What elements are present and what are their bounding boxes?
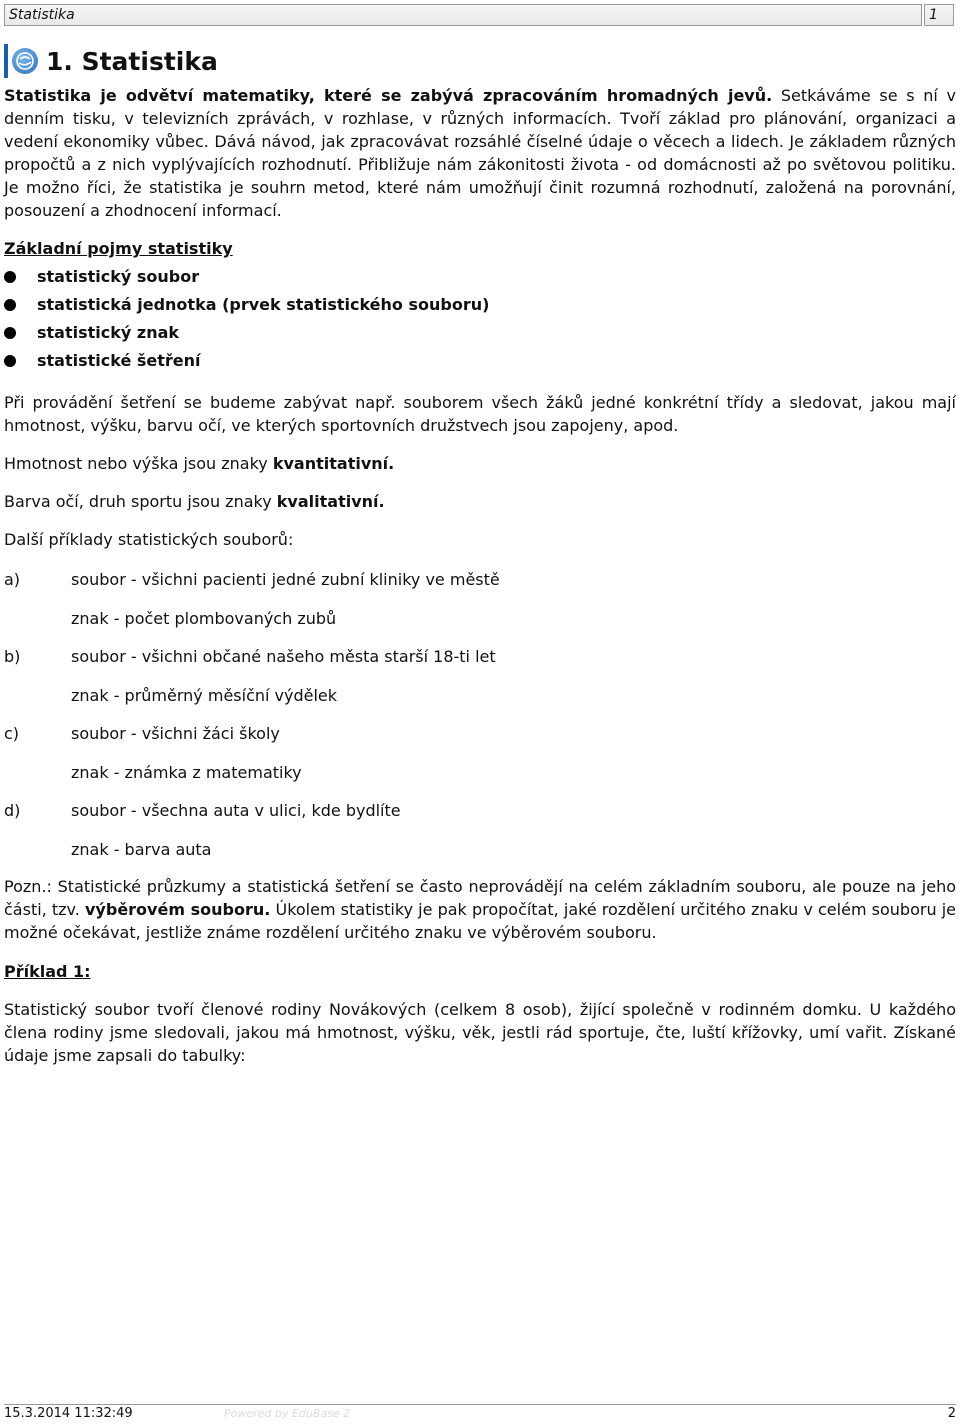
- heading-accent-bar: [4, 44, 8, 78]
- example-znak: znak - průměrný měsíční výdělek: [71, 685, 338, 705]
- survey-paragraph: Při provádění šetření se budeme zabývat např. souborem všech žáků jedné konkrétní třídy a sledovat, jakou mají hmotnost, výšku, barvu očí, ve kterých sportovních družstvech jsou zapojeny, apod.: [4, 393, 956, 435]
- example-soubor: soubor - všichni pacienti jedné zubní kliniky ve městě: [71, 570, 500, 589]
- list-item: statistické šetření: [4, 347, 956, 375]
- footer-powered: Powered by EduBase 2: [224, 1407, 351, 1420]
- example-znak-row: [4, 761, 956, 800]
- intro-rest: Setkáváme se s ní v denním tisku, v televizních zprávách, v rozhlase, v různých informacích. Tvoří základ pro plánování, organizaci a vedení ekonomiky vůbec. Dává návod, jak zpracovávat rozsáhlé číselné údaje o věcech a lidech. Je základem různých propočtů a z nich vyplývajících rozhodnutí. Přibližuje nám zákonitosti života - od domácnosti až po světovou politiku. Je možno říci, že statistika je souhrn metod, které nám umožňují činit rozumná rozhodnutí, založená na porovnání, posouzení a zhodnocení informací.: [4, 86, 957, 220]
- example1-text: Statistický soubor tvoří členové rodiny Novákových (celkem 8 osob), žijící společně v rodinném domku. U každého člena rodiny jsme sledovali, jakou má hmotnost, výšku, věk, jestli rád sportuje, čte, luští křížovky, umí vařit. Získané údaje jsme zapsali do tabulky:: [4, 1000, 956, 1065]
- qual-bold: kvalitativní.: [276, 492, 385, 511]
- intro-lead: Statistika je odvětví matematiky, které se zabývá zpracováním hromadných jevů.: [4, 86, 773, 105]
- example-soubor: soubor - všichni žáci školy: [71, 724, 280, 743]
- example-label: c): [4, 724, 20, 743]
- example-soubor-row: [4, 722, 956, 761]
- note-paragraph: [4, 875, 956, 944]
- list-item: statistický znak: [4, 319, 956, 347]
- example-soubor-row: [4, 645, 956, 684]
- page-title: 1. Statistika: [46, 46, 218, 76]
- example-soubor: soubor - všechna auta v ulici, kde bydlíte: [71, 801, 401, 820]
- example1-title: Příklad 1:: [4, 962, 91, 981]
- example-znak: znak - barva auta: [71, 839, 212, 859]
- footer-page-number: 2: [947, 1406, 956, 1421]
- basics-list: [4, 263, 956, 375]
- list-item: statistická jednotka (prvek statistického souboru): [4, 291, 956, 319]
- document-body: [4, 84, 956, 1067]
- basics-title: Základní pojmy statistiky: [4, 239, 233, 258]
- intro-paragraph: [4, 84, 956, 222]
- page-footer: [4, 1404, 956, 1423]
- footer-timestamp: 15.3.2014 11:32:49: [4, 1406, 133, 1421]
- example-soubor: soubor - všichni občané našeho města starší 18-ti let: [71, 647, 496, 666]
- example-soubor-row: [4, 568, 956, 607]
- qual-prefix: Barva očí, druh sportu jsou znaky: [4, 492, 277, 511]
- header-title: Statistika: [4, 4, 922, 26]
- note-part2: Úkolem statistiky je pak propočítat, jaké rozdělení určitého znaku v celém souboru je možné očekávat, jestliže známe rozdělení určitého znaku ve výběrovém souboru.: [4, 900, 957, 942]
- page-header: [4, 4, 954, 26]
- qualitative-paragraph: [4, 490, 956, 513]
- example-znak: znak - známka z matematiky: [71, 762, 302, 782]
- example-label: a): [4, 570, 21, 589]
- globe-icon: [12, 48, 38, 74]
- example-znak-row: [4, 684, 956, 723]
- example-znak: znak - počet plombovaných zubů: [71, 608, 337, 628]
- example-znak-row: [4, 607, 956, 646]
- examples-intro: Další příklady statistických souborů:: [4, 530, 294, 549]
- example-soubor-row: [4, 799, 956, 838]
- example-znak-row: [4, 838, 956, 877]
- example-label: d): [4, 801, 21, 820]
- header-page-number: 1: [924, 4, 954, 26]
- example-label: b): [4, 647, 21, 666]
- section-heading: [4, 44, 218, 78]
- note-bold: výběrovém souboru.: [85, 900, 271, 919]
- quantitative-paragraph: [4, 452, 956, 475]
- quant-prefix: Hmotnost nebo výška jsou znaky: [4, 454, 273, 473]
- quant-bold: kvantitativní.: [272, 454, 395, 473]
- examples-list: [4, 568, 956, 876]
- note-part1: Pozn.: Statistické průzkumy a statistická šetření se často neprovádějí na celém základním souboru, ale pouze na jeho části, tzv.: [4, 877, 956, 919]
- list-item: statistický soubor: [4, 263, 956, 291]
